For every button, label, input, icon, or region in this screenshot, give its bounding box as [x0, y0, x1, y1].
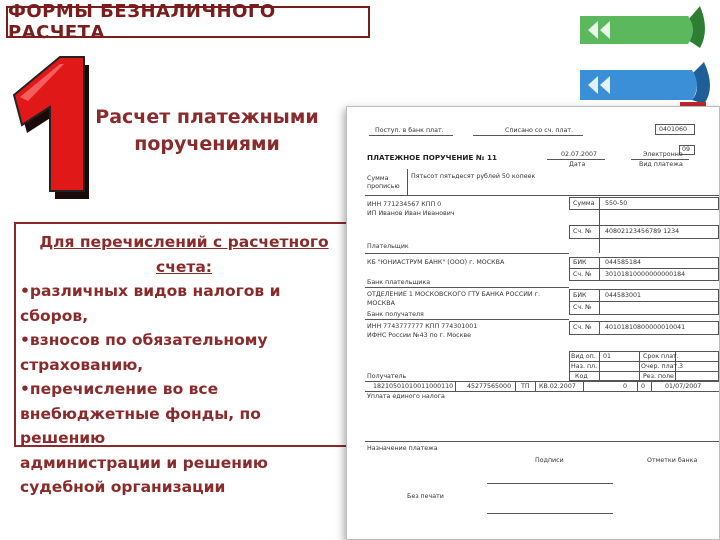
- bank-marks-label: Отметки банка: [647, 457, 698, 464]
- payer-inn-kpp: ИНН 771234567 КПП 0: [367, 201, 442, 208]
- recipient-bank-label: Банк получателя: [367, 311, 424, 318]
- sum-words: Пятьсот пятьдесят рублей 50 копеек: [411, 173, 536, 180]
- op-type-value: 01: [603, 353, 612, 360]
- heading-line-1: Расчет платежными: [95, 106, 319, 128]
- doc-title: ПЛАТЕЖНОЕ ПОРУЧЕНИЕ № 11: [367, 153, 497, 162]
- acc-label: Сч. №: [573, 304, 592, 311]
- order-label: Очер. плат.: [641, 363, 680, 370]
- info-line: внебюджетные фонды, по решению: [20, 404, 261, 447]
- tax-period: КВ.02.2007: [539, 383, 576, 390]
- okato-code: 45277565000: [467, 383, 512, 390]
- bik-label: БИК: [573, 259, 587, 266]
- info-heading-line-2: счета:: [156, 257, 212, 276]
- sum-value: 550-50: [605, 200, 628, 207]
- info-line: •перечисление во все: [20, 380, 219, 398]
- pay-type-label: Вид платежа: [639, 161, 683, 168]
- info-heading-line-1: Для перечислений с расчетного: [39, 233, 329, 251]
- form-code: 0401060: [659, 126, 688, 133]
- payment-purpose-label: Назначение платежа: [367, 445, 438, 452]
- term-label: Срок плат.: [643, 353, 679, 360]
- decorative-ribbons: [560, 0, 720, 110]
- payer-bank-label: Банк плательщика: [367, 279, 431, 286]
- acc-label: Сч. №: [573, 324, 592, 331]
- payer-bik: 044585184: [605, 259, 642, 266]
- payer-account: 40802123456789 1234: [605, 228, 680, 235]
- recipient-account: 40101810800000010041: [605, 324, 686, 331]
- recipient-label: Получатель: [367, 373, 407, 380]
- payer-name: ИП Иванов Иван Иванович: [367, 210, 455, 217]
- status-code: 09: [682, 146, 691, 153]
- sum-label: Сумма: [573, 200, 595, 207]
- signatures-label: Подписи: [535, 457, 564, 464]
- doc-number-2: 0: [641, 383, 646, 390]
- doc-number: 0: [623, 383, 628, 390]
- info-line: администрации и решению: [20, 453, 268, 472]
- code-label: Код: [575, 373, 588, 380]
- tax-purpose: Уплата единого налога: [367, 393, 445, 400]
- recipient-bik: 044583001: [605, 292, 642, 299]
- purpose-label: Наз. пл.: [571, 363, 598, 370]
- basis-code: ТП: [521, 383, 530, 390]
- recipient-bank-line-2: МОСКВА: [367, 300, 395, 307]
- info-line: •взносов по обязательному: [20, 331, 268, 349]
- sum-words-label: Сумма прописью: [367, 175, 400, 190]
- recipient-bank-line-1: ОТДЕЛЕНИЕ 1 МОСКОВСКОГО ГТУ БАНКА РОССИИ г.: [367, 291, 540, 298]
- recipient-inn-kpp: ИНН 7743777777 КПП 774301001: [367, 323, 478, 330]
- bik-label: БИК: [573, 292, 587, 299]
- payment-order-document: [346, 106, 720, 540]
- doc-date-2: 01/07/2007: [665, 383, 702, 390]
- debited-label: Списано со сч. плат.: [505, 127, 574, 134]
- order-value: 3: [679, 363, 684, 370]
- no-stamp-label: Без печати: [407, 493, 444, 500]
- acc-label: Сч. №: [573, 271, 592, 278]
- pay-type: Электронно: [643, 151, 683, 158]
- heading-line-2: поручениями: [134, 133, 280, 155]
- op-type-label: Вид оп.: [571, 353, 596, 360]
- info-line: •различных видов налогов и сборов,: [20, 282, 281, 325]
- acc-label: Сч. №: [573, 228, 592, 235]
- payer-label: Плательщик: [367, 243, 409, 250]
- date-label: Дата: [569, 161, 586, 168]
- section-heading: [92, 104, 322, 158]
- recipient-name: ИФНС России №43 по г. Москве: [367, 332, 472, 339]
- info-line: судебной организации: [20, 478, 226, 496]
- kbk-code: 18210501010011000110: [373, 383, 454, 390]
- received-label: Поступ. в банк плат.: [375, 127, 444, 134]
- title-box: [6, 1, 370, 43]
- info-box: [14, 222, 354, 496]
- payer-bank: КБ "ЮНИАСТРУМ БАНК" (ООО) г. МОСКВА: [367, 259, 505, 266]
- number-one-graphic: [6, 55, 92, 205]
- payer-corr-account: 30101810000000000184: [605, 271, 686, 278]
- info-line: страхованию,: [20, 355, 144, 374]
- doc-date: 02.07.2007: [561, 151, 598, 158]
- page-title: ФОРМЫ БЕЗНАЛИЧНОГО РАСЧЕТА: [8, 1, 276, 43]
- res-label: Рез. поле: [643, 373, 674, 380]
